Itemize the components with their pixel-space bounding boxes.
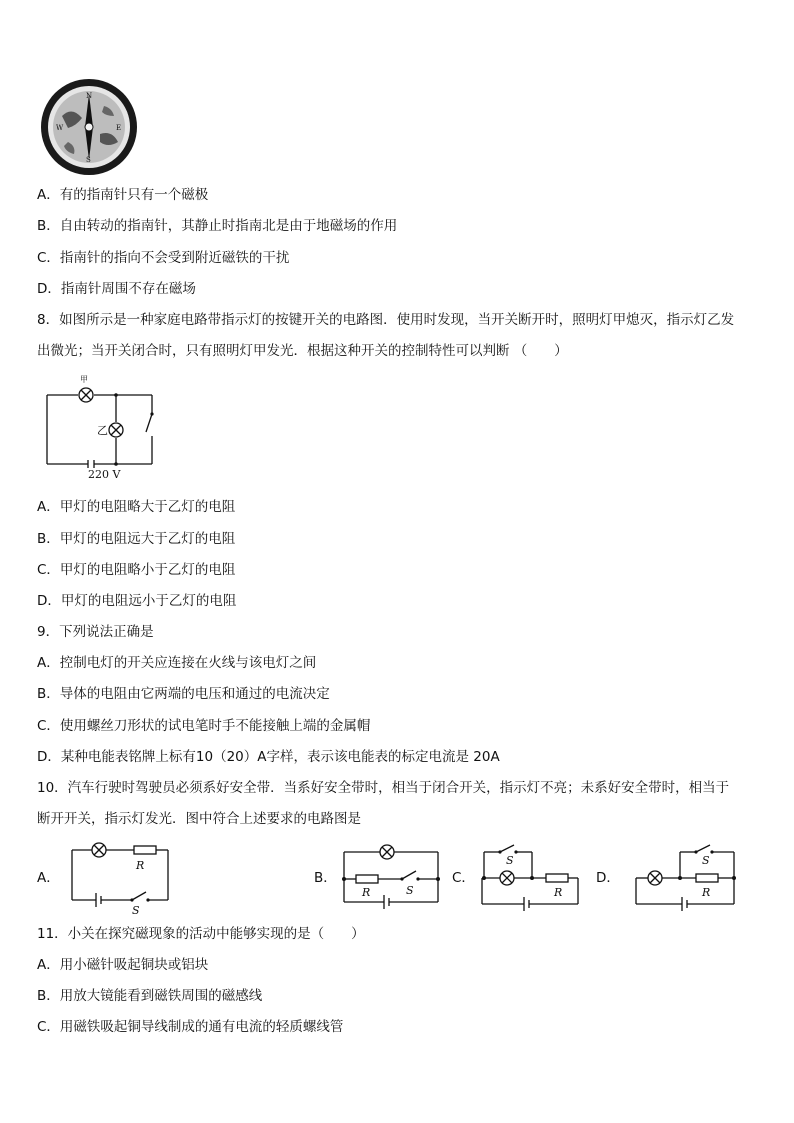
q10-option-b-label: B． xyxy=(314,870,337,886)
q7-option-d: D．指南针周围不存在磁场 xyxy=(37,281,196,297)
q10-option-c-label: C． xyxy=(452,870,475,886)
q9-option-d: D．某种电能表铭牌上标有10（20）A字样，表示该电能表的标定电流是 20A xyxy=(37,749,500,765)
q10-a-switch-label: S xyxy=(132,904,140,916)
q9-option-a: A．控制电灯的开关应连接在火线与该电灯之间 xyxy=(37,655,317,671)
q10-circuit-c xyxy=(476,842,586,912)
compass-letter-n: N xyxy=(86,92,93,100)
q7-option-b: B．自由转动的指南针，其静止时指南北是由于地磁场的作用 xyxy=(37,218,398,234)
q8-stem-line1: 8．如图所示是一种家庭电路带指示灯的按键开关的电路图．使用时发现，当开关断开时，照明灯甲熄灭，指示灯乙发 xyxy=(37,312,735,328)
q11-option-a: A．用小磁针吸起铜块或铝块 xyxy=(37,957,209,973)
q10-b-switch-label: S xyxy=(406,884,414,897)
q10-d-resistor-label: R xyxy=(702,886,711,899)
q10-circuit-d xyxy=(630,842,744,912)
q10-circuit-b xyxy=(336,838,446,910)
voltage-label: 220 V xyxy=(88,468,121,481)
compass-letter-w: W xyxy=(56,124,64,132)
q10-stem-line1: 10．汽车行驶时驾驶员必须系好安全带．当系好安全带时，相当于闭合开关，指示灯不亮；未系好安全带时，相当于 xyxy=(37,780,730,796)
q9-stem: 9．下列说法正确是 xyxy=(37,624,154,640)
lamp-b-label: 乙 xyxy=(97,424,108,437)
compass-figure xyxy=(38,76,140,176)
q11-stem: 11．小关在探究磁现象的活动中能够实现的是（ ） xyxy=(37,926,365,942)
q8-option-d: D．甲灯的电阻远小于乙灯的电阻 xyxy=(37,593,237,609)
q8-option-b: B．甲灯的电阻远大于乙灯的电阻 xyxy=(37,531,236,547)
lamp-a-label: 甲 xyxy=(80,375,88,384)
q8-option-c: C．甲灯的电阻略小于乙灯的电阻 xyxy=(37,562,236,578)
q8-circuit-diagram xyxy=(42,374,167,482)
compass-letter-e: E xyxy=(116,124,122,132)
q10-c-switch-label: S xyxy=(506,854,514,867)
q8-stem-line2: 出微光；当开关闭合时，只有照明灯甲发光．根据这种开关的控制特性可以判断 （ ） xyxy=(37,343,568,359)
q9-option-b: B．导体的电阻由它两端的电压和通过的电流决定 xyxy=(37,686,330,702)
q10-a-resistor-label: R xyxy=(136,859,145,872)
q10-b-resistor-label: R xyxy=(362,886,371,899)
q10-stem-line2: 断开开关，指示灯发光．图中符合上述要求的电路图是 xyxy=(37,811,361,827)
compass-letter-s: S xyxy=(86,156,91,164)
q7-option-a: A．有的指南针只有一个磁极 xyxy=(37,187,209,203)
q7-option-c: C．指南针的指向不会受到附近磁铁的干扰 xyxy=(37,250,290,266)
q11-option-b: B．用放大镜能看到磁铁周围的磁感线 xyxy=(37,988,263,1004)
q10-c-resistor-label: R xyxy=(554,886,563,899)
q8-option-a: A．甲灯的电阻略大于乙灯的电阻 xyxy=(37,499,236,515)
q10-d-switch-label: S xyxy=(702,854,710,867)
q10-circuit-a xyxy=(66,836,176,916)
q11-option-c: C．用磁铁吸起铜导线制成的通有电流的轻质螺线管 xyxy=(37,1019,344,1035)
q9-option-c: C．使用螺丝刀形状的试电笔时手不能接触上端的金属帽 xyxy=(37,718,371,734)
q10-option-a-label: A． xyxy=(37,870,60,886)
q10-option-d-label: D． xyxy=(596,870,620,886)
